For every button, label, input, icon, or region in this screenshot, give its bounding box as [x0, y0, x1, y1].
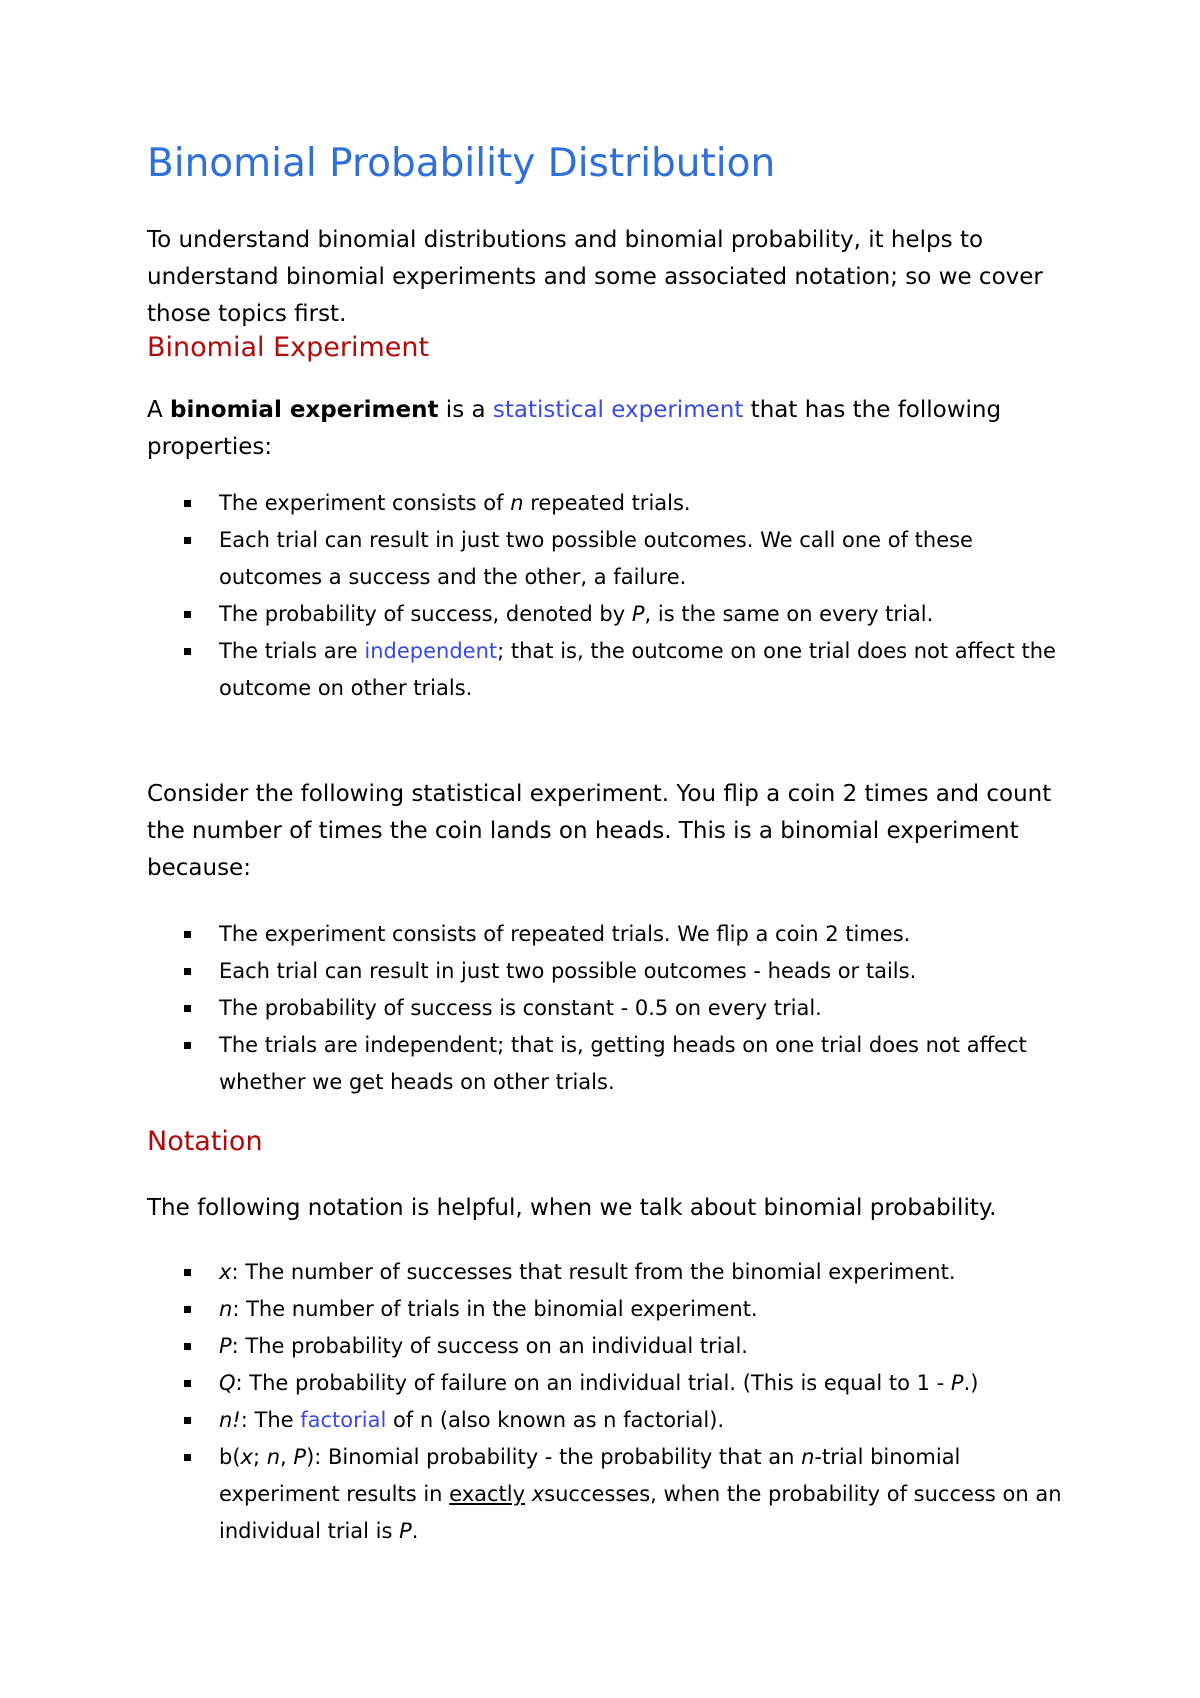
bullet-icon	[184, 500, 191, 507]
bullet-icon	[184, 1269, 191, 1276]
list-item: The trials are independent; that is, getting heads on one trial does not affect whether we get heads on other trials.	[147, 1027, 1067, 1101]
definition-prefix: A	[147, 397, 171, 423]
list-item: The experiment consists of repeated trials. We flip a coin 2 times.	[147, 916, 1067, 953]
list-item: b(x; n, P): Binomial probability - the probability that an n-trial binomial experiment results in exactly xsuccesses, when the probability of success on an individual trial is P.	[147, 1439, 1067, 1550]
list-item: The probability of success, denoted by P, is the same on every trial.	[147, 596, 1067, 633]
bullet-icon	[184, 968, 191, 975]
bullet-icon	[184, 648, 191, 655]
list-item: n: The number of trials in the binomial experiment.	[147, 1291, 1067, 1328]
definition-mid: is a	[438, 397, 493, 423]
bullet-icon	[184, 1454, 191, 1461]
list-item: P: The probability of success on an individual trial.	[147, 1328, 1067, 1365]
bullet-icon	[184, 931, 191, 938]
list-item: The trials are independent; that is, the outcome on one trial does not affect the outcome on other trials.	[147, 633, 1067, 707]
example-list	[147, 916, 1067, 1101]
section-heading-binomial-experiment: Binomial Experiment	[147, 332, 430, 363]
list-item: n!: The factorial of n (also known as n factorial).	[147, 1402, 1067, 1439]
bullet-icon	[184, 1005, 191, 1012]
bullet-icon	[184, 1380, 191, 1387]
list-item: x: The number of successes that result from the binomial experiment.	[147, 1254, 1067, 1291]
definition-suffix: that has the following properties:	[147, 397, 1002, 460]
page-title: Binomial Probability Distribution	[147, 141, 776, 186]
factorial-link[interactable]: factorial	[300, 1408, 387, 1432]
bullet-icon	[184, 611, 191, 618]
notation-intro: The following notation is helpful, when we talk about binomial probability.	[147, 1195, 997, 1221]
list-item: Q: The probability of failure on an individual trial. (This is equal to 1 - P.)	[147, 1365, 1067, 1402]
definition-paragraph	[147, 392, 1067, 466]
bullet-icon	[184, 537, 191, 544]
list-item: Each trial can result in just two possible outcomes. We call one of these outcomes a success and the other, a failure.	[147, 522, 1067, 596]
list-item: The probability of success is constant - 0.5 on every trial.	[147, 990, 1067, 1027]
list-item: The experiment consists of n repeated trials.	[147, 485, 1067, 522]
bullet-icon	[184, 1042, 191, 1049]
intro-paragraph: To understand binomial distributions and binomial probability, it helps to understand binomial experiments and some associated notation; so we cover those topics first.	[147, 227, 1043, 327]
bullet-icon	[184, 1343, 191, 1350]
statistical-experiment-link[interactable]: statistical experiment	[492, 397, 744, 423]
bullet-icon	[184, 1417, 191, 1424]
list-item: Each trial can result in just two possible outcomes - heads or tails.	[147, 953, 1067, 990]
example-paragraph: Consider the following statistical experiment. You flip a coin 2 times and count the number of times the coin lands on heads. This is a binomial experiment because:	[147, 781, 1052, 881]
bullet-icon	[184, 1306, 191, 1313]
section-heading-notation: Notation	[147, 1126, 263, 1157]
properties-list	[147, 485, 1067, 707]
definition-term: binomial experiment	[170, 397, 439, 423]
independent-link[interactable]: independent	[364, 639, 498, 663]
exactly-emphasis: exactly	[449, 1482, 526, 1506]
notation-list	[147, 1254, 1067, 1550]
